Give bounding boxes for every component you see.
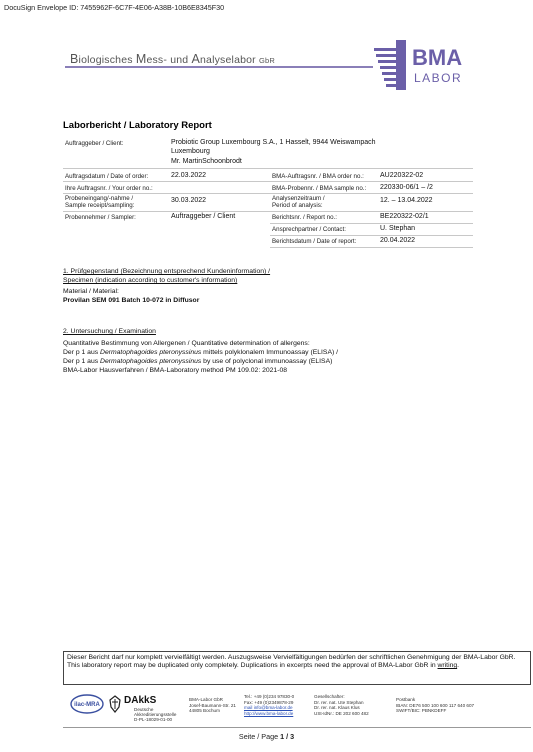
sample-receipt-label: Probeneingang/-nahme / — [65, 195, 134, 202]
sampler-label: Probennehmer / Sampler: — [65, 214, 136, 221]
report-date-label: Berichtsdatum / Date of report: — [272, 238, 357, 245]
analysis-period-label-en: Period of analysis: — [272, 202, 323, 209]
footer-rule — [63, 727, 531, 728]
header-rule — [65, 66, 373, 68]
examination-line-1: Quantitative Bestimmung von Allergenen / Quantitative determination of allergens: — [63, 340, 310, 347]
section-1-subtitle: Specimen (indication according to customer's information) — [63, 277, 238, 284]
disclaimer-text: Dieser Bericht darf nur komplett vervielfältigt werden. Auszugsweise Vervielfältigungen bedürfen der schriftlichen Genehmigung der BMA-Labor GbR. This laboratory report may be duplicated only completely. Duplications in excerpts need the approval of BMA-Labor GbR in writing. — [67, 654, 516, 670]
bma-order-no-label: BMA-Auftragsnr. / BMA order no.: — [272, 173, 364, 180]
dakks-wordmark: DAkkS — [124, 695, 157, 706]
material-label: Material / Material: — [63, 288, 119, 295]
examination-line-4: BMA-Labor Hausverfahren / BMA-Laboratory method PM 109.02: 2021-08 — [63, 367, 288, 374]
svg-text:LABOR: LABOR — [414, 71, 463, 85]
dakks-logo — [108, 693, 183, 723]
lab-name: Biologisches Mess- und Analyselabor GbR — [70, 52, 276, 66]
client-label: Auftraggeber / Client: — [65, 140, 124, 147]
analysis-period-label: Analysenzeitraum / — [272, 195, 325, 202]
docusign-envelope-id: DocuSign Envelope ID: 7455962F-6C7F-4E06-A38B-10B6E8345F30 — [4, 3, 225, 12]
order-date-value: 22.03.2022 — [171, 172, 207, 179]
email-link[interactable]: mail info@bma-labor.de — [244, 705, 293, 711]
contact-value: U. Stephan — [380, 225, 416, 232]
row-divider — [270, 247, 473, 248]
row-divider — [270, 223, 473, 224]
bma-logo-graphic — [374, 40, 484, 90]
sampler-value: Auftraggeber / Client — [171, 213, 236, 220]
contact-label: Ansprechpartner / Contact: — [272, 226, 346, 233]
material-value: Provilan SEM 091 Batch 10-072 in Diffusor — [63, 297, 200, 304]
examination-line-2: Der p 1 aus Dermatophagoides pteronyssinus mittels polyklonalem Immunoassay (ELISA) / — [63, 349, 339, 356]
page-number: Seite / Page 1 / 3 — [238, 732, 295, 741]
disclaimer-box — [63, 651, 531, 685]
svg-text:ilac-MRA: ilac-MRA — [74, 702, 100, 708]
bma-order-no-value: AU220322-02 — [380, 172, 424, 179]
your-order-no-label: Ihre Auftragsnr. / Your order no.: — [65, 185, 153, 192]
dakks-eagle-icon — [108, 695, 122, 713]
section-1-title: 1. Prüfgegenstand (Bezeichnung entsprechend Kundeninformation) / — [63, 268, 271, 275]
website-link[interactable]: http://www.bma-labor.de — [244, 710, 294, 716]
client-line-2: Luxembourg — [171, 148, 210, 155]
client-divider — [63, 168, 473, 169]
client-line-1: Probiotic Group Luxembourg S.A., 1 Hasselt, 9944 Weiswampach — [171, 139, 376, 146]
footer-partners: Gesellschafter: Dr. rer. nat. Ute Stephan Dr. rer. nat. Klaus Klus USt-IdNr.: DE 202 600 482 — [314, 694, 369, 716]
analysis-period-value: 12. – 13.04.2022 — [380, 197, 433, 204]
row-divider — [63, 181, 473, 182]
row-divider — [270, 235, 473, 236]
sample-receipt-label-en: Sample receipt/sampling: — [65, 202, 135, 209]
footer-contact: Tel.: +49 (0)234 97830-0 Fax: +49 (0)2349878-29 mail info@bma-labor.de http://www.bma-labor.de — [244, 694, 295, 716]
row-divider — [63, 211, 473, 212]
dakks-id: D-PL-18029-01-00 — [134, 717, 173, 722]
footer-address: BMA-Labor GbR Josef-Baumann-Str. 21 44805 Bochum — [189, 697, 236, 714]
row-divider — [63, 193, 473, 194]
dakks-sub-2: Akkreditierungsstelle — [134, 712, 177, 717]
ilac-mra-icon — [70, 693, 104, 715]
order-date-label: Auftragsdatum / Date of order: — [65, 173, 149, 180]
bma-labor-logo — [374, 40, 484, 90]
report-no-value: BE220322-02/1 — [380, 213, 429, 220]
footer-bank: Postbank IBAN: DE76 500 100 600 117 640 607 SWIFT/BIC: PBNKDEFF — [396, 697, 475, 714]
report-title: Laborbericht / Laboratory Report — [63, 120, 212, 131]
report-date-value: 20.04.2022 — [380, 237, 416, 244]
svg-text:BMA: BMA — [412, 45, 463, 70]
examination-line-3: Der p 1 aus Dermatophagoides pteronyssinus by use of polyclonal immunoassay (ELISA) — [63, 358, 333, 365]
section-2-title: 2. Untersuchung / Examination — [63, 328, 156, 335]
report-no-label: Berichtsnr. / Report no.: — [272, 214, 337, 221]
dakks-sub-1: Deutsche — [134, 707, 154, 712]
bma-sample-no-value: 220330-06/1 – /2 — [380, 184, 433, 191]
bma-sample-no-label: BMA-Probennr. / BMA sample no.: — [272, 185, 367, 192]
client-line-3: Mr. MartinSchoonbrodt — [171, 158, 242, 165]
ilac-mra-logo — [70, 693, 104, 715]
sample-receipt-value: 30.03.2022 — [171, 197, 207, 204]
